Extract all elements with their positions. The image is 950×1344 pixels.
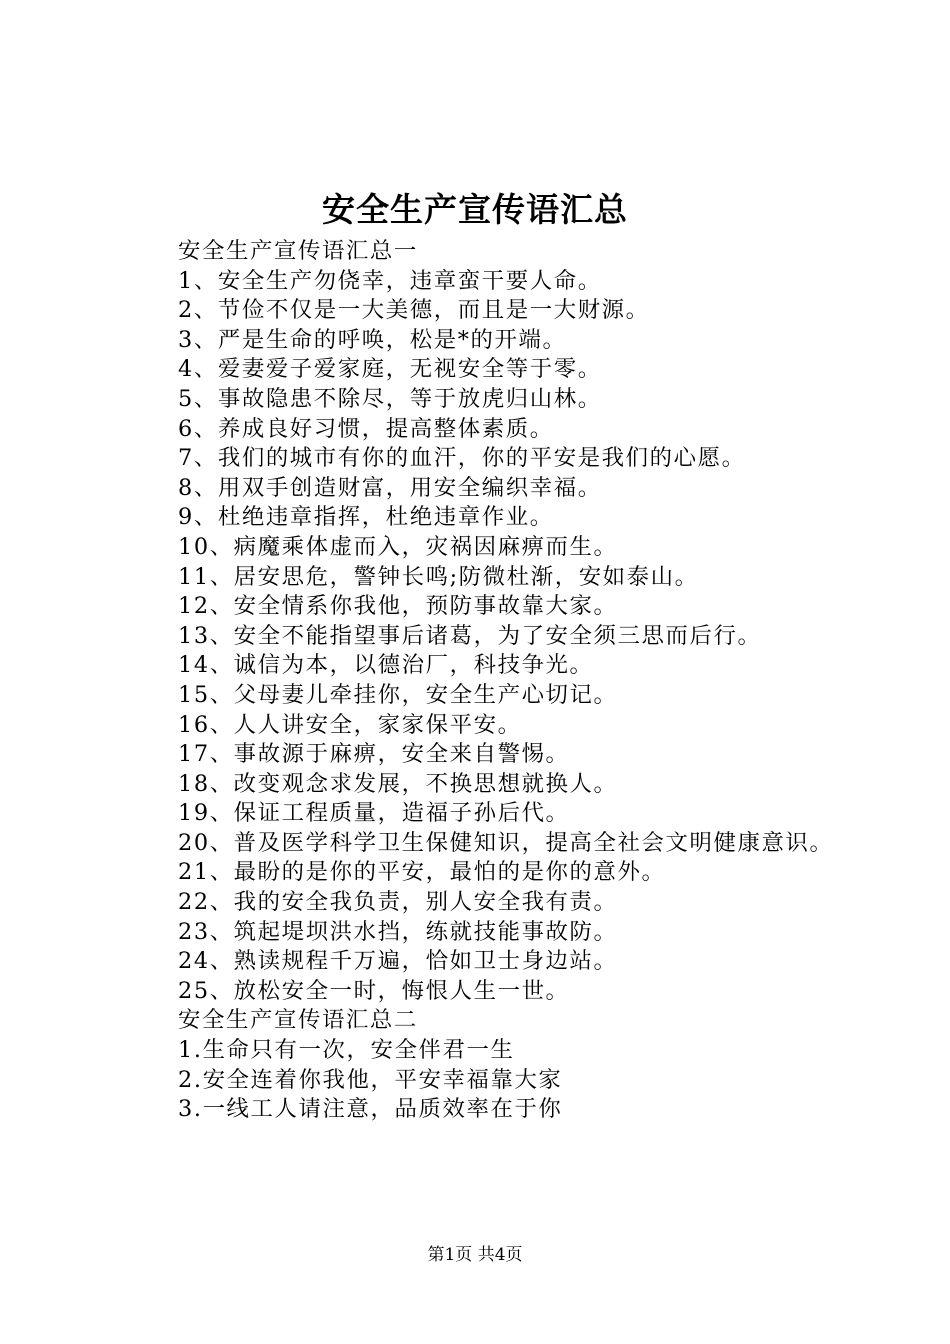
slogan-item: 3.一线工人请注意，品质效率在于你	[178, 1096, 563, 1123]
slogan-item: 16、人人讲安全，家家保平安。	[178, 711, 522, 738]
slogan-item: 23、筑起堤坝洪水挡，练就技能事故防。	[178, 918, 618, 945]
slogan-item: 4、爱妻爱子爱家庭，无视安全等于零。	[178, 356, 602, 383]
slogan-item: 10、病魔乘体虚而入，灾祸因麻痹而生。	[178, 533, 618, 560]
slogan-item: 2、节俭不仅是一大美德，而且是一大财源。	[178, 297, 650, 324]
slogan-item: 22、我的安全我负责，别人安全我有责。	[178, 889, 618, 916]
slogan-item: 21、最盼的是你的平安，最怕的是你的意外。	[178, 859, 666, 886]
slogan-item: 2.安全连着你我他，平安幸福靠大家	[178, 1066, 563, 1093]
slogan-item: 11、居安思危，警钟长鸣;防微杜渐，安如泰山。	[178, 563, 699, 590]
slogan-item: 20、普及医学科学卫生保健知识，提高全社会文明健康意识。	[178, 829, 834, 856]
slogan-item: 13、安全不能指望事后诸葛，为了安全须三思而后行。	[178, 622, 762, 649]
section-heading: 安全生产宣传语汇总二	[178, 1007, 418, 1034]
slogan-item: 1、安全生产勿侥幸，违章蛮干要人命。	[178, 267, 602, 294]
slogan-item: 1.生命只有一次，安全伴君一生	[178, 1037, 515, 1064]
slogan-item: 18、改变观念求发展，不换思想就换人。	[178, 770, 618, 797]
slogan-item: 15、父母妻儿牵挂你，安全生产心切记。	[178, 681, 618, 708]
page-number-footer: 第1页 共4页	[427, 1245, 523, 1265]
section-heading: 安全生产宣传语汇总一	[178, 238, 418, 264]
document-title: 安全生产宣传语汇总	[322, 190, 628, 229]
slogan-item: 6、养成良好习惯，提高整体素质。	[178, 415, 554, 442]
slogan-item: 3、严是生命的呼唤，松是*的开端。	[178, 326, 567, 353]
slogan-item: 12、安全情系你我他，预防事故靠大家。	[178, 593, 618, 620]
document-body	[130, 237, 835, 1125]
slogan-item: 5、事故隐患不除尽，等于放虎归山林。	[178, 385, 602, 412]
slogan-item: 19、保证工程质量，造福子孙后代。	[178, 800, 570, 827]
slogan-item: 17、事故源于麻痹，安全来自警惕。	[178, 741, 570, 768]
slogan-item: 8、用双手创造财富，用安全编织幸福。	[178, 474, 602, 501]
slogan-item: 9、杜绝违章指挥，杜绝违章作业。	[178, 504, 554, 531]
slogan-item: 25、放松安全一时，悔恨人生一世。	[178, 977, 570, 1004]
slogan-item: 24、熟读规程千万遍，恰如卫士身边站。	[178, 948, 618, 975]
slogan-item: 7、我们的城市有你的血汗，你的平安是我们的心愿。	[178, 445, 746, 472]
slogan-item: 14、诚信为本，以德治厂，科技争光。	[178, 652, 594, 679]
